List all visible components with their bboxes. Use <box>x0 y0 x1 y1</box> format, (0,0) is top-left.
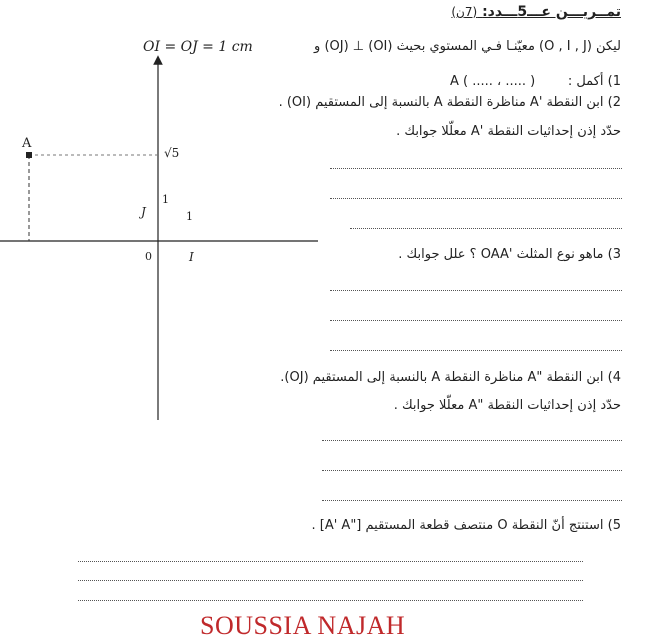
author-brand: SOUSSIA NAJAH <box>200 611 406 640</box>
question-3-number: 3) <box>607 247 621 262</box>
question-4-text: ابن النقطة "A مناظرة النقطة A بالنسبة إلى المستقيم (OJ). <box>280 370 604 385</box>
question-4-number: 4) <box>607 370 621 385</box>
question-3-text: ماهو نوع المثلث 'OAA ؟ علل جوابك . <box>398 247 604 262</box>
question-4-sub: حدّد إذن إحداثيات النقطة "A معلّلا جوابك . <box>393 398 621 413</box>
exercise-points: (7ن) <box>451 5 478 19</box>
intro-formula: OI = OJ = 1 cm <box>143 39 253 55</box>
y-unit-label: 1 <box>162 193 169 206</box>
question-1-answer: A ( ..... ، ..... ) <box>450 74 536 89</box>
question-2-sub: حدّد إذن إحداثيات النقطة 'A معلّلا جوابك . <box>396 124 621 139</box>
question-2-text: ابن النقطة 'A مناظرة النقطة A بالنسبة إلى المستقيم (OI) . <box>278 95 604 110</box>
sqrt5-label: √5 <box>164 146 180 160</box>
intro-text: ليكن (O , I , J) معيّنـا فـي المستوي بحيث (OI) ⊥ (OJ) و <box>314 39 621 54</box>
point-a-label: A <box>22 136 32 151</box>
question-2-number: 2) <box>607 95 621 110</box>
question-5-number: 5) <box>607 518 621 533</box>
point-a-marker <box>26 152 32 158</box>
question-1-text: أكمل : <box>567 74 604 89</box>
point-j-label: J <box>141 205 146 219</box>
x-unit-label: 1 <box>186 210 193 223</box>
question-5-text: استنتج أنّ النقطة O منتصف قطعة المستقيم ["A' A] . <box>311 518 604 533</box>
point-i-label: I <box>189 250 194 264</box>
question-1-number: 1) <box>607 74 621 89</box>
exercise-heading: تمــريـــن عـــ5ـــدد: <box>482 4 621 20</box>
origin-label: 0 <box>145 250 152 263</box>
